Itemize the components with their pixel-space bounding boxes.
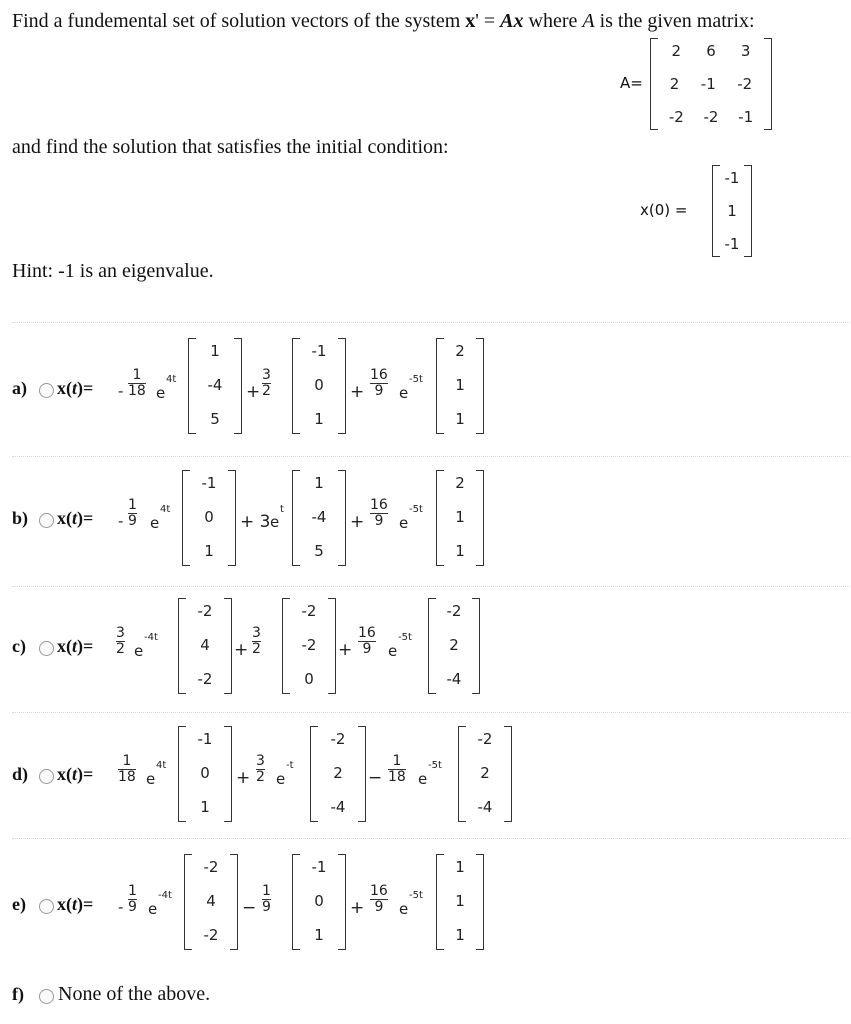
option-b-coef-1: 1 9 [128,497,137,529]
option-c-x-label: x(t)= [57,636,94,656]
divider [12,838,850,839]
matrix-a [650,38,772,130]
matrix-a-label: A= [620,74,643,92]
option-d-vector-1: -1 0 1 [178,726,232,822]
option-c-coef-2: 3 2 [252,625,261,657]
option-d-coef-2: 3 2 [256,753,265,785]
option-b[interactable]: b) x(t)= - 1 9 e 4t -1 0 1 + 3 e t 1 -4 5 + 16 9 e -5t 2 1 1 [0,464,851,584]
divider [12,322,850,323]
question-line-2: and find the solution that satisfies the initial condition: [12,136,449,158]
option-f-letter: f) [12,984,24,1004]
option-e-x-label: x(t)= [57,894,94,914]
option-b-vector-1: -1 0 1 [182,470,236,566]
option-d-x-label: x(t)= [57,764,94,784]
option-d-letter: d) [12,764,29,784]
matrix-a-row-2: 2 -1 -2 [669,75,753,93]
option-e[interactable]: e) x(t)= - 1 9 e -4t -2 4 -2 − 1 9 -1 0 1 + 16 9 e -5t 1 1 1 [0,846,851,956]
option-a-coef-2: 3 2 [262,367,271,399]
hint-text: Hint: -1 is an eigenvalue. [12,260,214,282]
option-b-vector-3: 2 1 1 [436,470,484,566]
option-e-radio[interactable] [39,899,54,914]
option-a-radio[interactable] [39,383,54,398]
option-a-x-label: x(t)= [57,378,94,398]
option-a[interactable]: a) x(t)= - 1 18 e 4t 1 -4 5 + 3 2 -1 0 1 + 16 9 e -5t 2 1 1 [0,330,851,450]
option-d-radio[interactable] [39,769,54,784]
question-line-1: Find a fundemental set of solution vectors of the system x' = Ax where A is the given matrix: [12,10,755,32]
option-c-letter: c) [12,636,26,656]
option-c-vector-1: -2 4 -2 [178,598,232,694]
option-c[interactable]: c) x(t)= 3 2 e -4t -2 4 -2 + 3 2 -2 -2 0 + 16 9 e -5t -2 2 -4 [0,594,851,704]
divider [12,456,850,457]
option-e-coef-1: 1 9 [128,883,137,915]
option-f-text: None of the above. [58,983,211,1005]
option-f[interactable] [0,980,851,1012]
option-a-vector-2: -1 0 1 [292,338,346,434]
option-d-vector-2: -2 2 -4 [310,726,366,822]
option-e-coef-3: 16 9 [370,883,388,915]
option-b-vector-2: 1 -4 5 [292,470,346,566]
option-e-vector-3: 1 1 1 [436,854,484,950]
option-b-x-label: x(t)= [57,508,94,528]
option-a-vector-3: 2 1 1 [436,338,484,434]
matrix-a-row-1: 2 6 3 [671,42,751,60]
option-b-radio[interactable] [39,513,54,528]
option-a-vector-1: 1 -4 5 [188,338,242,434]
option-e-letter: e) [12,894,26,914]
option-e-vector-2: -1 0 1 [292,854,346,950]
option-c-vector-3: -2 2 -4 [428,598,480,694]
x0-label: x(0) = [640,201,688,219]
option-b-letter: b) [12,508,29,528]
option-a-lead-sign: - [118,382,124,400]
option-d-vector-3: -2 2 -4 [458,726,512,822]
option-a-coef-1: 1 18 [128,367,146,399]
option-c-coef-1: 3 2 [116,625,125,657]
option-a-letter: a) [12,378,27,398]
option-e-vector-1: -2 4 -2 [184,854,238,950]
option-e-coef-2: 1 9 [262,883,271,915]
option-d[interactable]: d) x(t)= 1 18 e 4t -1 0 1 + 3 2 e -t -2 2 -4 − 1 18 e -5t -2 2 -4 [0,722,851,832]
x0-vector: -1 1 -1 [712,165,752,257]
option-c-radio[interactable] [39,641,54,656]
divider [12,586,850,587]
option-a-coef-3: 16 9 [370,367,388,399]
option-f-radio[interactable] [39,989,54,1004]
option-d-coef-3: 1 18 [388,753,406,785]
option-c-coef-3: 16 9 [358,625,376,657]
option-b-coef-3: 16 9 [370,497,388,529]
matrix-a-row-3: -2 -2 -1 [668,108,754,126]
option-c-vector-2: -2 -2 0 [282,598,336,694]
divider [12,712,850,713]
option-d-coef-1: 1 18 [118,753,136,785]
